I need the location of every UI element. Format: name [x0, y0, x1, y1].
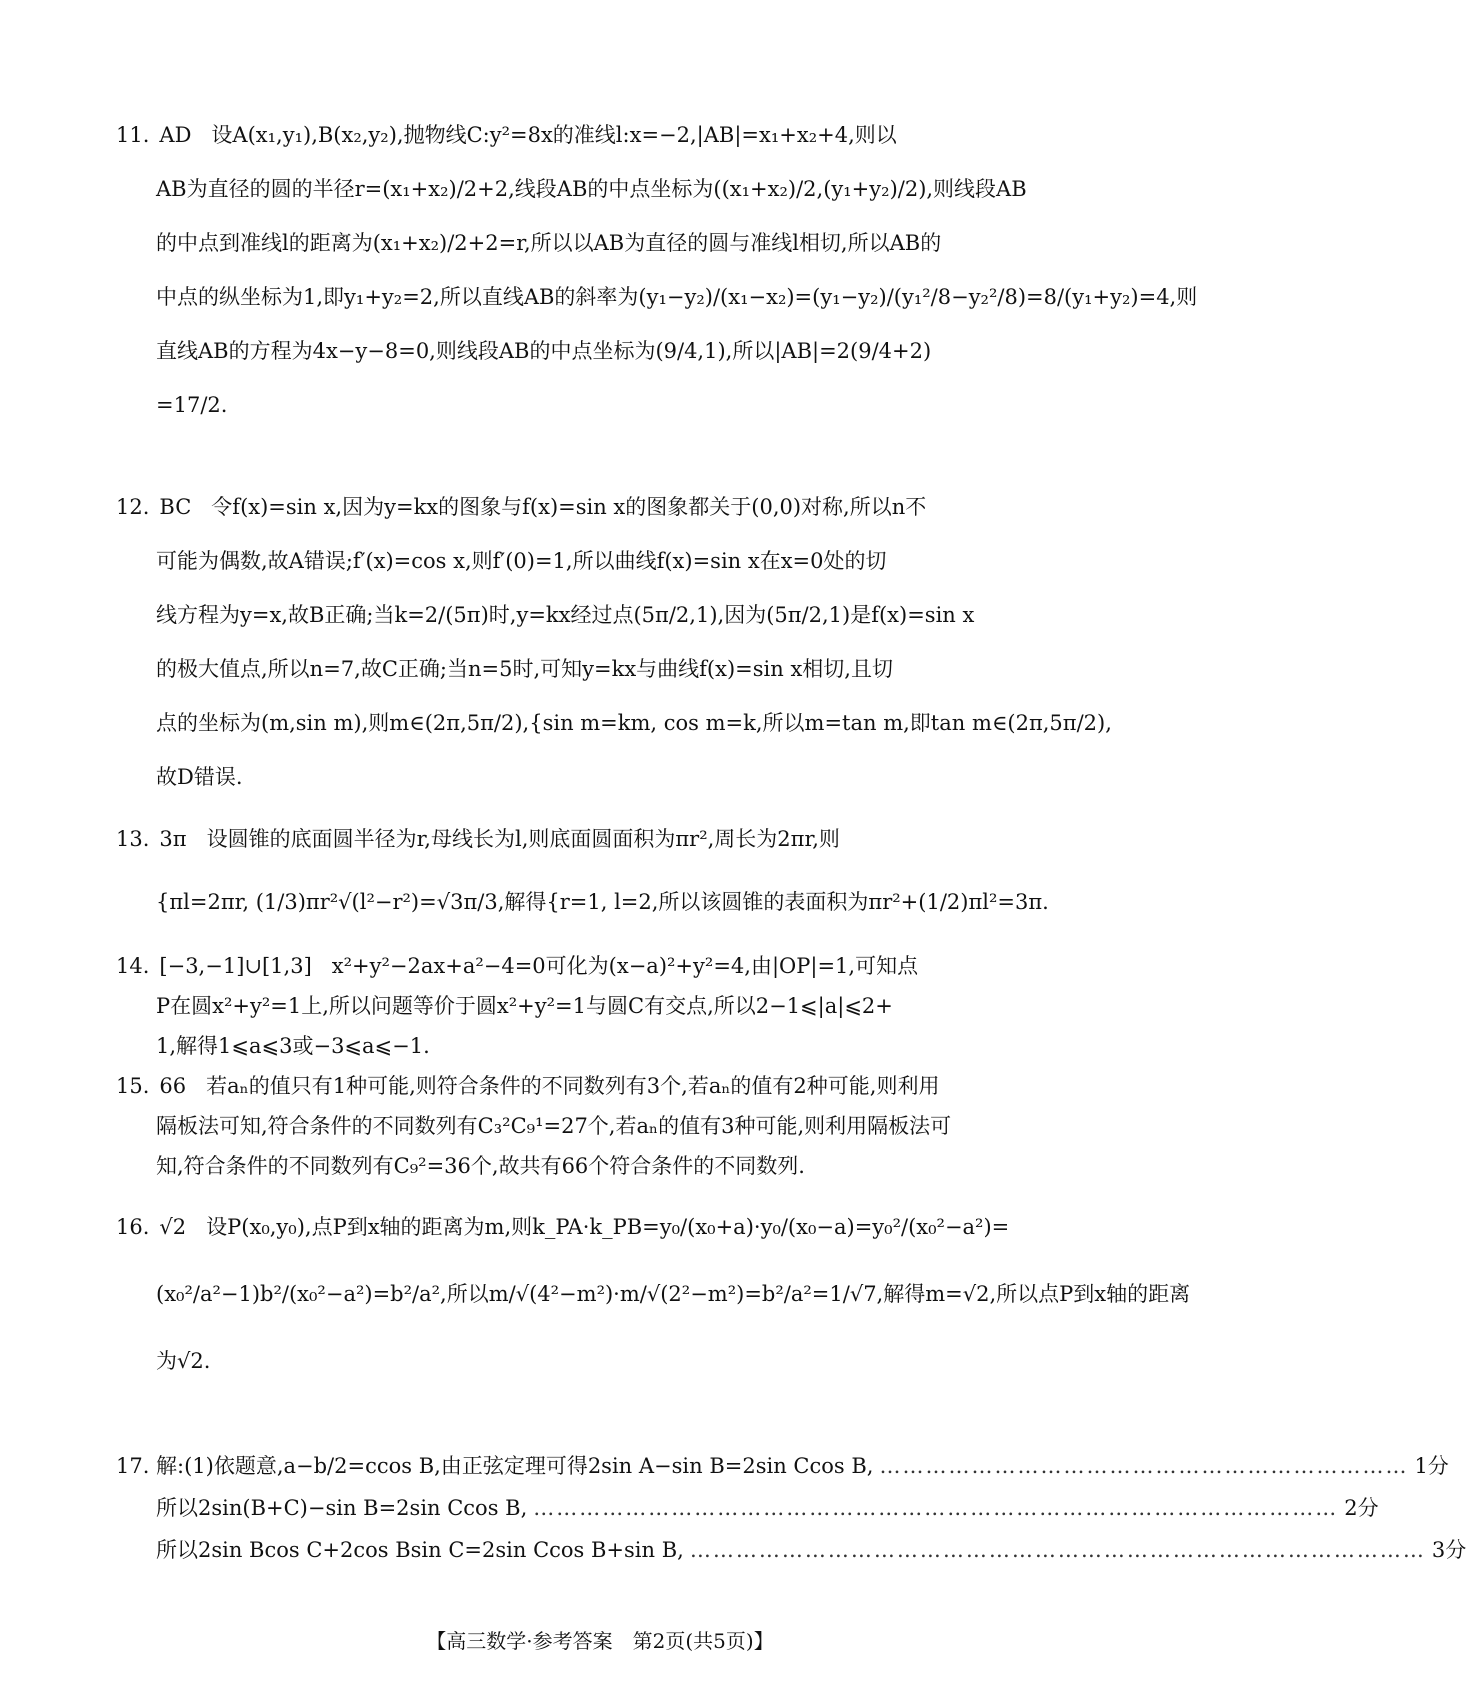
item-line: 设圆锥的底面圆半径为r,母线长为l,则底面圆面积为πr²,周长为2πr,则	[206, 827, 840, 851]
score-row-text: 所以2sin(B+C)−sin B=2sin Ccos B,	[156, 1496, 528, 1520]
score-points: 1分	[1414, 1454, 1449, 1478]
answer-item-q16	[116, 1200, 1191, 1388]
answer-item-q14	[116, 946, 1101, 1066]
item-line: x²+y²−2ax+a²−4=0可化为(x−a)²+y²=4,由|OP|=1,可知点	[331, 954, 919, 978]
item-line: 设P(x₀,y₀),点P到x轴的距离为m,则k_PA·k_PB=y₀/(x₀+a)·y₀/(x₀−a)=y₀²/(x₀²−a²)=	[206, 1215, 1010, 1239]
leader-dots: ……………………………………………………………………………………	[689, 1538, 1426, 1562]
item-line: 1,解得1⩽a⩽3或−3⩽a⩽−1.	[156, 1034, 430, 1058]
item-line: 点的坐标为(m,sin m),则m∈(2π,5π/2),{sin m=km, cos m=k,所以m=tan m,即tan m∈(2π,5π/2),	[156, 711, 1112, 735]
item-number: 12.	[116, 495, 150, 519]
score-points: 3分	[1431, 1538, 1466, 1562]
answer-item-q13	[116, 812, 1101, 938]
item-line: 线方程为y=x,故B正确;当k=2/(5π)时,y=kx经过点(5π/2,1),因为(5π/2,1)是f(x)=sin x	[156, 603, 975, 627]
page-footer: 【高三数学·参考答案 第2页(共5页)】	[426, 1629, 774, 1653]
item-line: 知,符合条件的不同数列有C₉²=36个,故共有66个符合条件的不同数列.	[156, 1154, 805, 1178]
item-line: =17/2.	[156, 393, 228, 417]
item-line: P在圆x²+y²=1上,所以问题等价于圆x²+y²=1与圆C有交点,所以2−1⩽|a|⩽2+	[156, 994, 893, 1018]
item-line: 的中点到准线l的距离为(x₁+x₂)/2+2=r,所以以AB为直径的圆与准线l相切,所以AB的	[156, 231, 942, 255]
leader-dots: ……………………………………………………………	[879, 1454, 1409, 1478]
item-answer: 3π	[159, 827, 187, 851]
answer-item-q11	[116, 108, 1198, 432]
score-row	[156, 1488, 1379, 1528]
item-number: 13.	[116, 827, 150, 851]
item-answer: [−3,−1]∪[1,3]	[159, 954, 312, 978]
item-line: 故D错误.	[156, 765, 243, 789]
score-row	[156, 1530, 1466, 1570]
item-number: 11.	[116, 123, 150, 147]
score-row-text: (1)依题意,a−b/2=ccos B,由正弦定理可得2sin A−sin B=2sin Ccos B,	[184, 1454, 874, 1478]
item-answer: AD	[159, 123, 192, 147]
answer-item-q12	[116, 480, 1112, 804]
item-answer: √2	[159, 1215, 187, 1239]
score-row-text: 所以2sin Bcos C+2cos Bsin C=2sin Ccos B+sin B,	[156, 1538, 684, 1562]
score-row	[156, 1446, 1449, 1486]
item-line: 为√2.	[156, 1349, 211, 1373]
answer-item-q17-number	[116, 1446, 156, 1486]
item-line: 直线AB的方程为4x−y−8=0,则线段AB的中点坐标为(9/4,1),所以|AB|=2(9/4+2)	[156, 339, 932, 363]
answer-item-q15	[116, 1066, 1101, 1186]
item-line: 设A(x₁,y₁),B(x₂,y₂),抛物线C:y²=8x的准线l:x=−2,|AB|=x₁+x₂+4,则以	[211, 123, 897, 147]
item-line: 若aₙ的值只有1种可能,则符合条件的不同数列有3个,若aₙ的值有2种可能,则利用	[206, 1074, 940, 1098]
item-line: 可能为偶数,故A错误;f′(x)=cos x,则f′(0)=1,所以曲线f(x)=sin x在x=0处的切	[156, 549, 887, 573]
item-number: 16.	[116, 1215, 150, 1239]
score-points: 2分	[1344, 1496, 1379, 1520]
q17-intro: 解:	[156, 1454, 185, 1478]
item-number: 14.	[116, 954, 150, 978]
item-line: AB为直径的圆的半径r=(x₁+x₂)/2+2,线段AB的中点坐标为((x₁+x₂)/2,(y₁+y₂)/2),则线段AB	[156, 177, 1027, 201]
item-number: 17.	[116, 1454, 150, 1478]
item-answer: BC	[159, 495, 192, 519]
item-line: {πl=2πr, (1/3)πr²√(l²−r²)=√3π/3,解得{r=1, l=2,所以该圆锥的表面积为πr²+(1/2)πl²=3π.	[156, 890, 1049, 914]
item-line: 的极大值点,所以n=7,故C正确;当n=5时,可知y=kx与曲线f(x)=sin x相切,且切	[156, 657, 893, 681]
item-line: 中点的纵坐标为1,即y₁+y₂=2,所以直线AB的斜率为(y₁−y₂)/(x₁−x₂)=(y₁−y₂)/(y₁²/8−y₂²/8)=8/(y₁+y₂)=4,则	[156, 285, 1198, 309]
item-line: (x₀²/a²−1)b²/(x₀²−a²)=b²/a²,所以m/√(4²−m²)·m/√(2²−m²)=b²/a²=1/√7,解得m=√2,所以点P到x轴的距离	[156, 1282, 1191, 1306]
item-line: 隔板法可知,符合条件的不同数列有C₃²C₉¹=27个,若aₙ的值有3种可能,则利用隔板法可	[156, 1114, 952, 1138]
item-answer: 66	[159, 1074, 187, 1098]
leader-dots: ……………………………………………………………………………………………	[533, 1496, 1339, 1520]
item-line: 令f(x)=sin x,因为y=kx的图象与f(x)=sin x的图象都关于(0,0)对称,所以n不	[211, 495, 927, 519]
item-number: 15.	[116, 1074, 150, 1098]
